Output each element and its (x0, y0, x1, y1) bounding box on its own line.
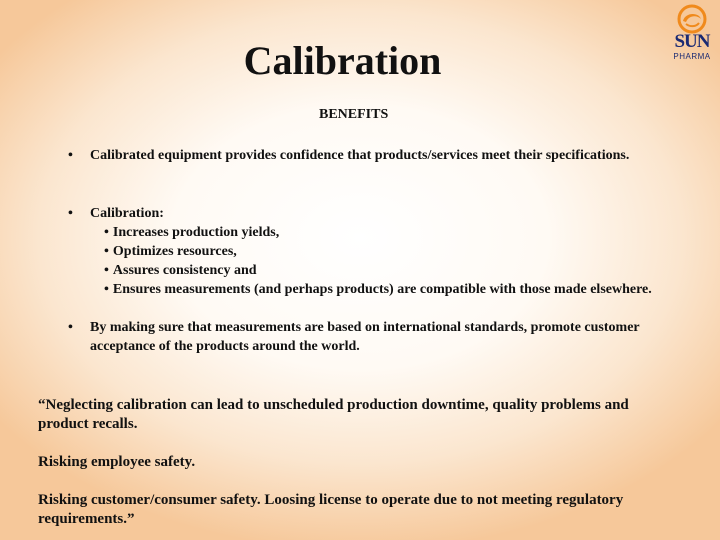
sun-swirl-icon (677, 4, 707, 34)
sub-bullet-marker: • (104, 244, 109, 259)
quote-paragraph: Risking customer/consumer safety. Loosing license to operate due to not meeting regulatory requirements.” (38, 492, 624, 527)
sub-bullet-marker: • (104, 263, 109, 278)
logo-name: SUN (674, 31, 710, 52)
sub-bullet-text: Ensures measurements (and perhaps products) are compatible with those made elsewhere. (112, 282, 652, 297)
logo-subtitle: PHARMA (673, 52, 711, 61)
bullet-marker: • (68, 320, 73, 335)
quote-paragraph: “Neglecting calibration can lead to unscheduled production downtime, quality problems and product recalls. (38, 397, 629, 432)
bullet-item: By making sure that measurements are based on international standards, promote customer acceptance of the products around the world. (90, 320, 640, 354)
bullet-item: Calibration: (90, 206, 164, 221)
quote-paragraph: Risking employee safety. (38, 454, 196, 470)
bullet-item: Calibrated equipment provides confidence that products/services meet their specifications. (90, 148, 630, 163)
bullet-marker: • (68, 206, 73, 221)
sub-bullet-marker: • (104, 225, 109, 240)
slide-title: Calibration (243, 38, 442, 83)
sub-bullet-item (104, 242, 684, 261)
sub-bullet-item (104, 223, 684, 242)
slide-subtitle: BENEFITS (319, 107, 389, 122)
bullet-marker: • (68, 148, 73, 163)
sub-bullet-item (104, 261, 684, 280)
sub-bullet-text: Optimizes resources, (112, 244, 237, 259)
sub-bullet-text: Assures consistency and (112, 263, 257, 278)
sub-bullet-item (104, 280, 664, 299)
sub-bullet-text: Increases production yields, (112, 225, 280, 240)
sub-bullet-marker: • (104, 282, 109, 297)
